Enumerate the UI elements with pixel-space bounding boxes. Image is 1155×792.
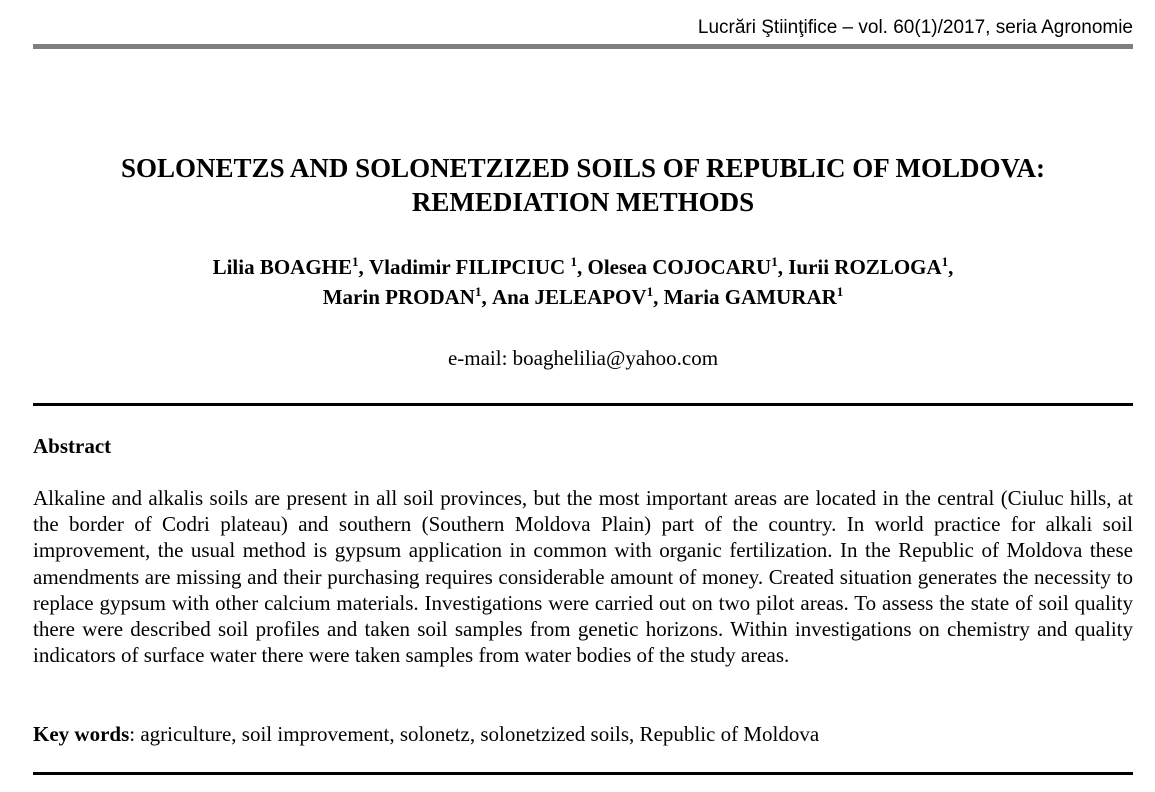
author-name: Maria GAMURAR — [663, 285, 837, 309]
author — [492, 285, 664, 309]
author-separator: , — [777, 255, 789, 279]
author-line-2 — [33, 282, 1133, 312]
author-name: Vladimir FILIPCIUC — [369, 255, 571, 279]
contact-email: e-mail: boaghelilia@yahoo.com — [447, 346, 719, 370]
abstract-body: Alkaline and alkalis soils are present in all soil provinces, but the most important areas are located in the central (Ciuluc hills, at the border of Codri plateau) and southern (Southern Moldova Plain) part of the country. In world practice for alkali soil improvement, the usual method is gypsum application in common with organic fertilization. In the Republic of Moldova these amendments are missing and their purchasing requires considerable amount of money. Created situation generates the necessity to replace gypsum with other calcium materials. Investigations were carried out on two pilot areas. To assess the state of soil quality there were described soil profiles and taken soil samples from genetic horizons. Within investigations on chemistry and quality indicators of surface water there were taken samples from water bodies of the study areas. — [33, 486, 1133, 668]
author-name: Ana JELEAPOV — [491, 285, 647, 309]
author-affiliation: 1 — [771, 254, 778, 269]
author — [788, 255, 953, 279]
author-affiliation: 1 — [646, 284, 654, 299]
author-separator: , — [358, 255, 370, 279]
title-line-2: REMEDIATION METHODS — [411, 187, 755, 217]
author-affiliation: 1 — [941, 254, 949, 269]
title-line-1: SOLONETZS AND SOLONETZIZED SOILS OF REPUBLIC OF MOLDOVA: — [121, 153, 1045, 183]
author-name: Iurii ROZLOGA — [788, 255, 942, 279]
author-name: Lilia BOAGHE — [212, 255, 353, 279]
header-rule — [33, 44, 1133, 49]
section-rule-bottom — [33, 772, 1133, 775]
author-separator: , — [948, 255, 954, 279]
keywords-text: : agriculture, soil improvement, solonetz, solonetzized soils, Republic of Moldova — [129, 722, 820, 746]
author-separator: , — [481, 285, 492, 309]
author-list — [33, 252, 1133, 312]
author-affiliation: 1 — [836, 284, 844, 299]
author — [587, 255, 788, 279]
author-affiliation: 1 — [474, 284, 482, 299]
author — [369, 255, 587, 279]
author-affiliation: 1 — [570, 254, 577, 269]
author-affiliation: 1 — [352, 254, 359, 269]
section-rule-top — [33, 403, 1133, 406]
author — [213, 255, 369, 279]
author-separator: , — [653, 285, 664, 309]
author-name: Marin PRODAN — [322, 285, 475, 309]
keywords-label: Key words — [33, 722, 130, 746]
journal-header: Lucrări Ştiinţifice – vol. 60(1)/2017, seria Agronomie — [697, 17, 1133, 38]
author — [323, 285, 492, 309]
author-line-1 — [33, 252, 1133, 282]
author — [664, 285, 844, 309]
abstract-heading: Abstract — [33, 434, 112, 458]
author-separator: , — [576, 255, 588, 279]
paper-title — [33, 151, 1133, 219]
keywords — [33, 720, 1133, 748]
author-name: Olesea COJOCARU — [587, 255, 772, 279]
